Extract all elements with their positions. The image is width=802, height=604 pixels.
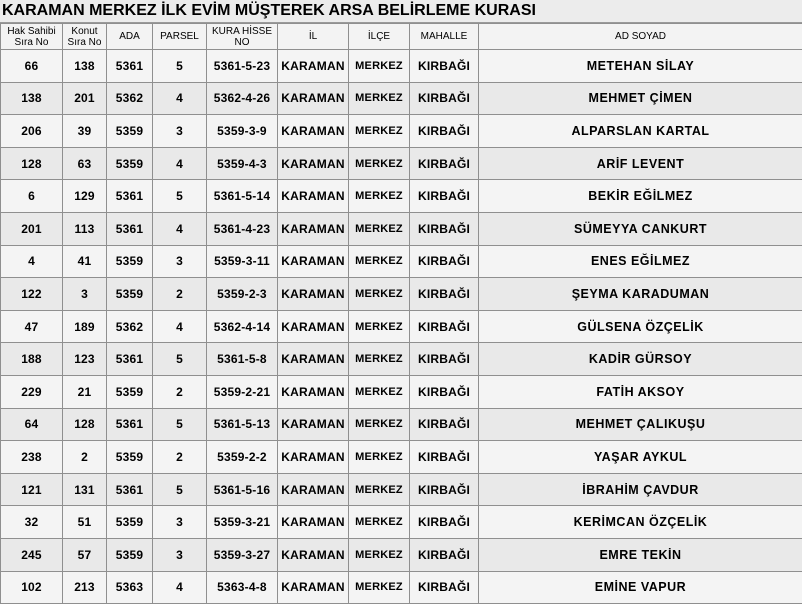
cell-hak-sahibi-sira-no: 201 xyxy=(1,212,63,245)
table-row xyxy=(1,441,802,474)
cell-ada: 5361 xyxy=(107,180,153,213)
cell-kura-hisse-no: 5361-5-13 xyxy=(207,408,278,441)
cell-ada: 5363 xyxy=(107,571,153,604)
header-kura-hisse-no: KURA HİSSE NO xyxy=(207,24,278,50)
cell-ad-soyad: EMRE TEKİN xyxy=(479,538,802,571)
cell-mahalle: KIRBAĞI xyxy=(410,538,479,571)
cell-ilce: MERKEZ xyxy=(349,212,410,245)
cell-il: KARAMAN xyxy=(278,245,349,278)
cell-konut-sira-no: 57 xyxy=(63,538,107,571)
cell-ilce: MERKEZ xyxy=(349,538,410,571)
table-row xyxy=(1,115,802,148)
cell-kura-hisse-no: 5361-5-23 xyxy=(207,50,278,83)
cell-ada: 5362 xyxy=(107,82,153,115)
cell-hak-sahibi-sira-no: 64 xyxy=(1,408,63,441)
cell-ada: 5359 xyxy=(107,147,153,180)
cell-parsel: 4 xyxy=(153,82,207,115)
cell-kura-hisse-no: 5361-5-8 xyxy=(207,343,278,376)
cell-hak-sahibi-sira-no: 6 xyxy=(1,180,63,213)
cell-ilce: MERKEZ xyxy=(349,506,410,539)
cell-ad-soyad: KADİR GÜRSOY xyxy=(479,343,802,376)
cell-hak-sahibi-sira-no: 128 xyxy=(1,147,63,180)
cell-konut-sira-no: 51 xyxy=(63,506,107,539)
cell-parsel: 5 xyxy=(153,180,207,213)
table-row xyxy=(1,50,802,83)
cell-hak-sahibi-sira-no: 229 xyxy=(1,375,63,408)
cell-parsel: 4 xyxy=(153,147,207,180)
cell-parsel: 3 xyxy=(153,538,207,571)
header-hak-sahibi-sira-no: Hak Sahibi Sıra No xyxy=(1,24,63,50)
cell-kura-hisse-no: 5361-4-23 xyxy=(207,212,278,245)
cell-il: KARAMAN xyxy=(278,180,349,213)
cell-il: KARAMAN xyxy=(278,82,349,115)
cell-parsel: 5 xyxy=(153,473,207,506)
cell-ilce: MERKEZ xyxy=(349,115,410,148)
cell-konut-sira-no: 189 xyxy=(63,310,107,343)
cell-hak-sahibi-sira-no: 4 xyxy=(1,245,63,278)
cell-kura-hisse-no: 5359-2-3 xyxy=(207,278,278,311)
cell-il: KARAMAN xyxy=(278,147,349,180)
table-row xyxy=(1,278,802,311)
table-header xyxy=(1,24,802,50)
cell-il: KARAMAN xyxy=(278,310,349,343)
cell-mahalle: KIRBAĞI xyxy=(410,115,479,148)
cell-konut-sira-no: 129 xyxy=(63,180,107,213)
table-row xyxy=(1,310,802,343)
table-row xyxy=(1,147,802,180)
cell-konut-sira-no: 128 xyxy=(63,408,107,441)
cell-mahalle: KIRBAĞI xyxy=(410,441,479,474)
cell-ad-soyad: ŞEYMA KARADUMAN xyxy=(479,278,802,311)
page-title: KARAMAN MERKEZ İLK EVİM MÜŞTEREK ARSA BELİRLEME KURASI xyxy=(0,0,802,23)
cell-hak-sahibi-sira-no: 47 xyxy=(1,310,63,343)
cell-ada: 5359 xyxy=(107,278,153,311)
cell-hak-sahibi-sira-no: 32 xyxy=(1,506,63,539)
table-row xyxy=(1,408,802,441)
cell-il: KARAMAN xyxy=(278,473,349,506)
cell-ad-soyad: YAŞAR AYKUL xyxy=(479,441,802,474)
table-row xyxy=(1,180,802,213)
header-mahalle: MAHALLE xyxy=(410,24,479,50)
header-ilce: İLÇE xyxy=(349,24,410,50)
cell-parsel: 4 xyxy=(153,310,207,343)
cell-ilce: MERKEZ xyxy=(349,50,410,83)
cell-ad-soyad: BEKİR EĞİLMEZ xyxy=(479,180,802,213)
cell-mahalle: KIRBAĞI xyxy=(410,180,479,213)
header-ada: ADA xyxy=(107,24,153,50)
cell-ada: 5361 xyxy=(107,212,153,245)
cell-il: KARAMAN xyxy=(278,343,349,376)
cell-mahalle: KIRBAĞI xyxy=(410,506,479,539)
cell-kura-hisse-no: 5362-4-14 xyxy=(207,310,278,343)
cell-hak-sahibi-sira-no: 138 xyxy=(1,82,63,115)
cell-kura-hisse-no: 5359-3-9 xyxy=(207,115,278,148)
cell-mahalle: KIRBAĞI xyxy=(410,375,479,408)
cell-parsel: 2 xyxy=(153,375,207,408)
cell-ad-soyad: ENES EĞİLMEZ xyxy=(479,245,802,278)
cell-parsel: 5 xyxy=(153,343,207,376)
cell-kura-hisse-no: 5359-3-11 xyxy=(207,245,278,278)
cell-ilce: MERKEZ xyxy=(349,82,410,115)
cell-ilce: MERKEZ xyxy=(349,147,410,180)
table-row xyxy=(1,571,802,604)
cell-il: KARAMAN xyxy=(278,375,349,408)
cell-konut-sira-no: 21 xyxy=(63,375,107,408)
cell-ad-soyad: FATİH AKSOY xyxy=(479,375,802,408)
cell-hak-sahibi-sira-no: 66 xyxy=(1,50,63,83)
table-row xyxy=(1,343,802,376)
cell-parsel: 3 xyxy=(153,115,207,148)
cell-ilce: MERKEZ xyxy=(349,408,410,441)
cell-hak-sahibi-sira-no: 188 xyxy=(1,343,63,376)
cell-ada: 5359 xyxy=(107,506,153,539)
table-row xyxy=(1,375,802,408)
cell-kura-hisse-no: 5359-4-3 xyxy=(207,147,278,180)
cell-konut-sira-no: 39 xyxy=(63,115,107,148)
cell-ada: 5361 xyxy=(107,343,153,376)
cell-parsel: 4 xyxy=(153,571,207,604)
cell-ad-soyad: MEHMET ÇİMEN xyxy=(479,82,802,115)
cell-ad-soyad: SÜMEYYA CANKURT xyxy=(479,212,802,245)
cell-ada: 5359 xyxy=(107,375,153,408)
cell-ad-soyad: METEHAN SİLAY xyxy=(479,50,802,83)
cell-mahalle: KIRBAĞI xyxy=(410,571,479,604)
cell-il: KARAMAN xyxy=(278,506,349,539)
cell-ilce: MERKEZ xyxy=(349,473,410,506)
cell-kura-hisse-no: 5362-4-26 xyxy=(207,82,278,115)
cell-konut-sira-no: 213 xyxy=(63,571,107,604)
table-row xyxy=(1,506,802,539)
cell-ada: 5361 xyxy=(107,473,153,506)
cell-il: KARAMAN xyxy=(278,115,349,148)
header-row xyxy=(1,24,802,50)
cell-mahalle: KIRBAĞI xyxy=(410,408,479,441)
cell-mahalle: KIRBAĞI xyxy=(410,50,479,83)
cell-konut-sira-no: 63 xyxy=(63,147,107,180)
header-parsel: PARSEL xyxy=(153,24,207,50)
cell-ada: 5359 xyxy=(107,441,153,474)
cell-il: KARAMAN xyxy=(278,441,349,474)
cell-ilce: MERKEZ xyxy=(349,375,410,408)
cell-ada: 5361 xyxy=(107,408,153,441)
cell-mahalle: KIRBAĞI xyxy=(410,473,479,506)
cell-parsel: 2 xyxy=(153,278,207,311)
cell-konut-sira-no: 113 xyxy=(63,212,107,245)
cell-mahalle: KIRBAĞI xyxy=(410,310,479,343)
cell-ilce: MERKEZ xyxy=(349,245,410,278)
cell-ada: 5361 xyxy=(107,50,153,83)
cell-mahalle: KIRBAĞI xyxy=(410,147,479,180)
cell-hak-sahibi-sira-no: 245 xyxy=(1,538,63,571)
cell-konut-sira-no: 123 xyxy=(63,343,107,376)
cell-kura-hisse-no: 5359-2-2 xyxy=(207,441,278,474)
results-table xyxy=(0,23,802,604)
cell-ilce: MERKEZ xyxy=(349,278,410,311)
cell-hak-sahibi-sira-no: 102 xyxy=(1,571,63,604)
cell-ada: 5362 xyxy=(107,310,153,343)
cell-hak-sahibi-sira-no: 121 xyxy=(1,473,63,506)
cell-parsel: 3 xyxy=(153,245,207,278)
cell-hak-sahibi-sira-no: 206 xyxy=(1,115,63,148)
cell-ilce: MERKEZ xyxy=(349,180,410,213)
header-il: İL xyxy=(278,24,349,50)
header-konut-sira-no: Konut Sıra No xyxy=(63,24,107,50)
cell-konut-sira-no: 138 xyxy=(63,50,107,83)
cell-parsel: 3 xyxy=(153,506,207,539)
cell-ad-soyad: KERİMCAN ÖZÇELİK xyxy=(479,506,802,539)
cell-mahalle: KIRBAĞI xyxy=(410,212,479,245)
cell-il: KARAMAN xyxy=(278,408,349,441)
table-row xyxy=(1,245,802,278)
cell-ada: 5359 xyxy=(107,245,153,278)
cell-il: KARAMAN xyxy=(278,278,349,311)
cell-mahalle: KIRBAĞI xyxy=(410,278,479,311)
cell-konut-sira-no: 2 xyxy=(63,441,107,474)
cell-il: KARAMAN xyxy=(278,50,349,83)
cell-ilce: MERKEZ xyxy=(349,441,410,474)
cell-ad-soyad: EMİNE VAPUR xyxy=(479,571,802,604)
cell-ada: 5359 xyxy=(107,115,153,148)
table-body xyxy=(1,50,802,604)
table-row xyxy=(1,212,802,245)
cell-ad-soyad: MEHMET ÇALIKUŞU xyxy=(479,408,802,441)
cell-ad-soyad: ALPARSLAN KARTAL xyxy=(479,115,802,148)
cell-il: KARAMAN xyxy=(278,212,349,245)
cell-ada: 5359 xyxy=(107,538,153,571)
cell-ilce: MERKEZ xyxy=(349,571,410,604)
cell-ad-soyad: İBRAHİM ÇAVDUR xyxy=(479,473,802,506)
cell-hak-sahibi-sira-no: 238 xyxy=(1,441,63,474)
header-ad-soyad: AD SOYAD xyxy=(479,24,802,50)
cell-konut-sira-no: 131 xyxy=(63,473,107,506)
cell-kura-hisse-no: 5363-4-8 xyxy=(207,571,278,604)
cell-parsel: 5 xyxy=(153,408,207,441)
cell-mahalle: KIRBAĞI xyxy=(410,82,479,115)
table-row xyxy=(1,473,802,506)
cell-parsel: 5 xyxy=(153,50,207,83)
cell-kura-hisse-no: 5361-5-14 xyxy=(207,180,278,213)
cell-ilce: MERKEZ xyxy=(349,310,410,343)
cell-kura-hisse-no: 5361-5-16 xyxy=(207,473,278,506)
cell-ad-soyad: GÜLSENA ÖZÇELİK xyxy=(479,310,802,343)
cell-il: KARAMAN xyxy=(278,538,349,571)
table-row xyxy=(1,82,802,115)
cell-konut-sira-no: 41 xyxy=(63,245,107,278)
cell-mahalle: KIRBAĞI xyxy=(410,343,479,376)
cell-kura-hisse-no: 5359-2-21 xyxy=(207,375,278,408)
cell-il: KARAMAN xyxy=(278,571,349,604)
cell-konut-sira-no: 201 xyxy=(63,82,107,115)
cell-konut-sira-no: 3 xyxy=(63,278,107,311)
cell-kura-hisse-no: 5359-3-21 xyxy=(207,506,278,539)
cell-ilce: MERKEZ xyxy=(349,343,410,376)
cell-mahalle: KIRBAĞI xyxy=(410,245,479,278)
cell-kura-hisse-no: 5359-3-27 xyxy=(207,538,278,571)
cell-parsel: 2 xyxy=(153,441,207,474)
table-row xyxy=(1,538,802,571)
cell-parsel: 4 xyxy=(153,212,207,245)
cell-ad-soyad: ARİF LEVENT xyxy=(479,147,802,180)
cell-hak-sahibi-sira-no: 122 xyxy=(1,278,63,311)
